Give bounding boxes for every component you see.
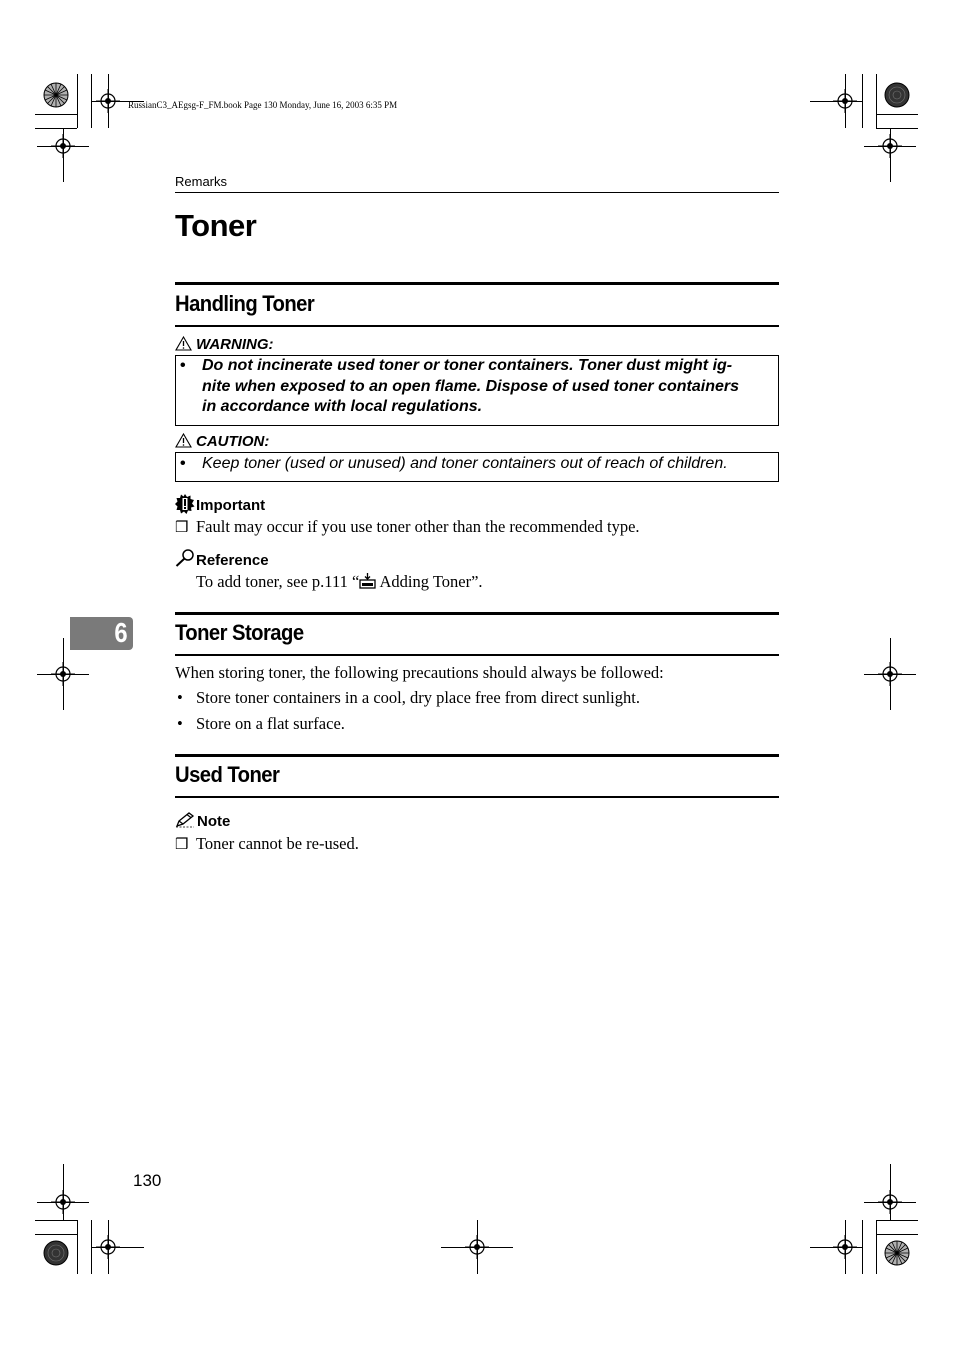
section-rule-top xyxy=(175,282,779,285)
color-bar-disc-icon xyxy=(884,82,910,108)
reference-label xyxy=(175,549,269,569)
color-bar-disc-icon xyxy=(43,1240,69,1266)
note-label xyxy=(175,812,230,830)
list-item: Store toner containers in a cool, dry place free from direct sunlight. xyxy=(196,688,640,707)
warning-line: in accordance with local regulations. xyxy=(202,398,483,415)
color-bar-disc-icon xyxy=(884,1240,910,1266)
file-info: RussianC3_AEgsg-F_FM.book Page 130 Monday, June 16, 2003 6:35 PM xyxy=(128,100,398,110)
running-head: Remarks xyxy=(175,174,228,189)
registration-target-icon xyxy=(833,1235,857,1259)
reference-prefix: To add toner, see p.111 “ xyxy=(196,572,360,591)
note-text: Toner cannot be re-used. xyxy=(196,834,359,853)
reference-text xyxy=(196,572,483,592)
caution-label-text: CAUTION: xyxy=(196,433,270,450)
note-label-text: Note xyxy=(197,813,231,830)
registration-target-icon xyxy=(878,134,902,158)
registration-target-icon xyxy=(51,1190,75,1214)
section-title: Toner Storage xyxy=(175,620,304,645)
chapter-number: 6 xyxy=(114,617,128,648)
list-bullet: • xyxy=(177,688,183,707)
registration-target-icon xyxy=(96,1235,120,1259)
registration-target-icon xyxy=(833,89,857,113)
warning-bullet: • xyxy=(180,357,186,374)
warning-line: nite when exposed to an open flame. Dispose of used toner containers xyxy=(202,377,739,395)
caution-box xyxy=(175,452,779,482)
registration-target-icon xyxy=(878,1190,902,1214)
toner-cartridge-icon xyxy=(359,573,376,589)
section-rule-bottom xyxy=(175,654,779,656)
caution-bullet: • xyxy=(180,455,186,472)
section-rule-top xyxy=(175,612,779,615)
section-rule-bottom xyxy=(175,796,779,798)
section-rule-top xyxy=(175,754,779,757)
storage-intro: When storing toner, the following precautions should always be followed: xyxy=(175,663,664,682)
list-bullet: • xyxy=(177,714,183,733)
magnifier-icon xyxy=(175,549,195,567)
section-title: Used Toner xyxy=(175,762,280,787)
registration-target-icon xyxy=(878,662,902,686)
section-title: Handling Toner xyxy=(175,291,315,316)
registration-target-icon xyxy=(465,1235,489,1259)
important-label xyxy=(175,494,265,514)
warning-label-text: WARNING: xyxy=(196,336,274,353)
page-number: 130 xyxy=(133,1171,162,1190)
reference-suffix: Adding Toner”. xyxy=(376,572,483,591)
pencil-icon xyxy=(175,812,195,828)
checkbox-bullet: ❒ xyxy=(175,520,189,536)
warning-triangle-icon xyxy=(175,336,192,351)
caution-triangle-icon xyxy=(175,433,192,448)
warning-line: Do not incinerate used toner or toner containers. Toner dust might ig- xyxy=(202,357,733,374)
registration-target-icon xyxy=(51,134,75,158)
caution-text: Keep toner (used or unused) and toner containers out of reach of children. xyxy=(202,455,728,472)
warning-text xyxy=(202,356,739,418)
color-bar-disc-icon xyxy=(43,82,69,108)
page-title: Toner xyxy=(175,208,257,243)
checkbox-bullet: ❒ xyxy=(175,837,189,853)
warning-box xyxy=(175,355,779,426)
section-rule-bottom xyxy=(175,325,779,327)
running-head-rule xyxy=(175,192,779,193)
caution-label xyxy=(175,433,269,450)
registration-target-icon xyxy=(96,89,120,113)
warning-label xyxy=(175,336,274,353)
important-badge-icon xyxy=(175,494,195,514)
important-text: Fault may occur if you use toner other than the recommended type. xyxy=(196,517,640,536)
list-item: Store on a flat surface. xyxy=(196,714,345,733)
reference-label-text: Reference xyxy=(196,552,269,569)
chapter-tab xyxy=(70,617,133,650)
registration-target-icon xyxy=(51,662,75,686)
important-label-text: Important xyxy=(196,497,266,514)
